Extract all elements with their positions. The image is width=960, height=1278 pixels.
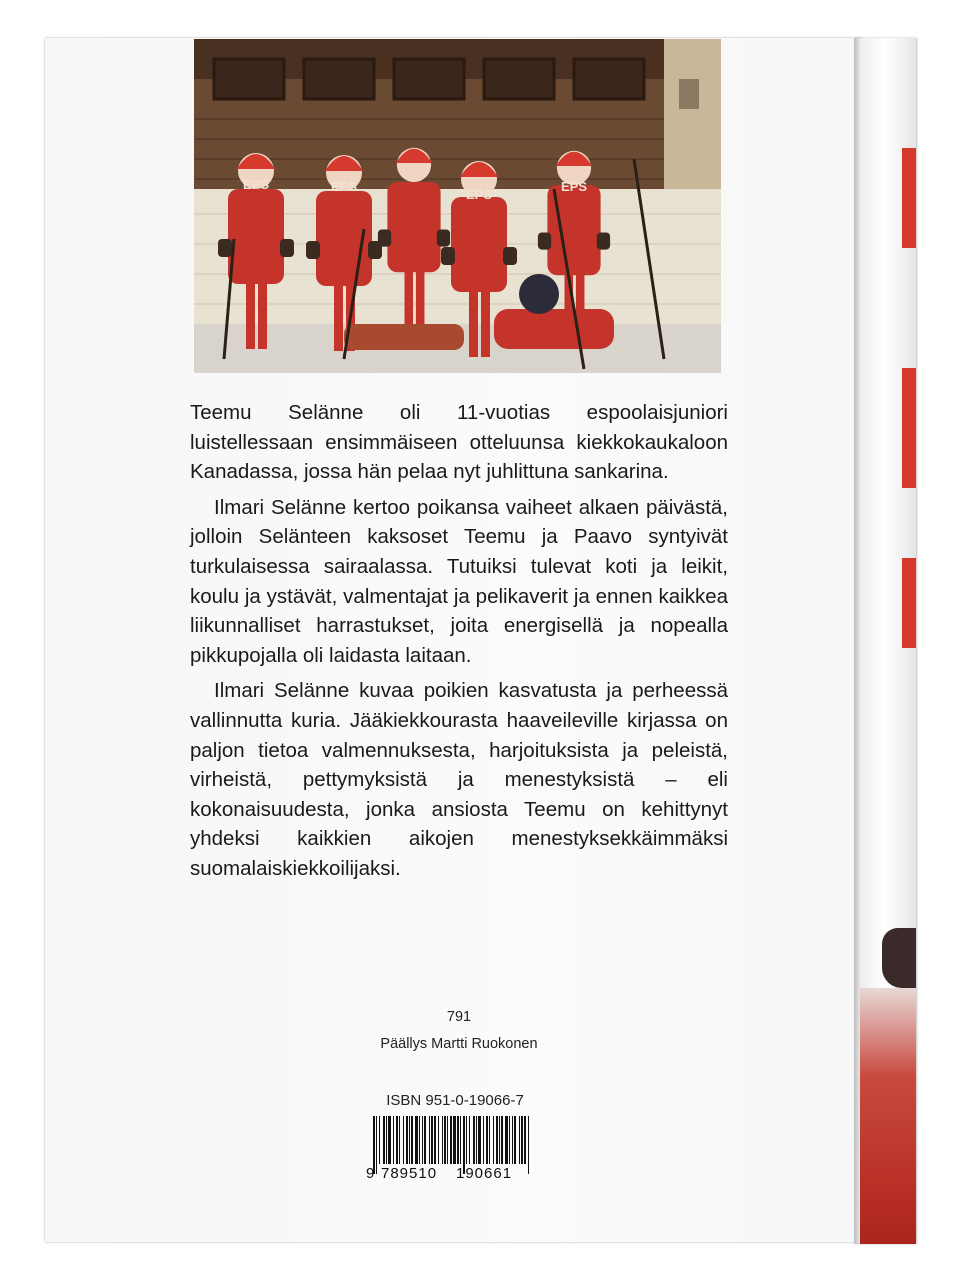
player-glove (437, 230, 450, 247)
player-jersey (387, 182, 440, 272)
barcode-bar (383, 1116, 385, 1164)
barcode-bar (514, 1116, 516, 1164)
barcode-bar (478, 1116, 481, 1164)
spine-red-band (902, 148, 916, 248)
barcode-bar (457, 1116, 459, 1164)
barcode-bar (438, 1116, 439, 1164)
barcode-bar (386, 1116, 387, 1164)
player-glove (280, 239, 294, 257)
book-spine (854, 38, 916, 1244)
barcode-bar (403, 1116, 404, 1164)
barcode-bar (509, 1116, 510, 1164)
player-leg (246, 279, 255, 349)
barcode-bar (476, 1116, 477, 1164)
barcode-right-group: 190661 (456, 1165, 513, 1182)
blurb-paragraph: Ilmari Selänne kertoo poikansa vaiheet alkaen päivästä, jolloin Selänteen kaksoset Teemu ja Paavo syntyivät turkulaisessa sairaalassa. Tutuiksi tulevat koti ja leikit, koulu ja ystävät, valmentajat ja pelikaverit ja ennen kaikkea liikunnalliset harrastukset, joita energisellä ja nopealla pikkupojalla oli laidasta laitaan. (190, 495, 728, 667)
barcode-bar (489, 1116, 490, 1164)
barcode-bar (524, 1116, 526, 1164)
player-glove (306, 241, 320, 259)
spine-red-band (902, 558, 916, 648)
barcode-bar (499, 1116, 500, 1164)
barcode-bar (453, 1116, 456, 1164)
blurb-text (190, 398, 728, 890)
barcode-bar (528, 1116, 529, 1174)
blurb-paragraph: Teemu Selänne oli 11-vuotias espoolaisjuniori luistellessaan ensimmäiseen otteluunsa kiekkokaukaloon Kanadassa, jossa hän pelaa nyt juhlittuna sankarina. (190, 401, 728, 484)
barcode-bar (409, 1116, 410, 1164)
barcode-bar (429, 1116, 430, 1164)
jersey-text: EPS (242, 177, 270, 192)
isbn-label: ISBN 951-0-19066-7 (386, 1092, 524, 1109)
barcode-bar (505, 1116, 508, 1164)
player-glove (597, 233, 610, 250)
barcode-bar (396, 1116, 398, 1164)
barcode-bar (493, 1116, 494, 1164)
barcode-left-group: 789510 (381, 1165, 438, 1182)
barcode-bar (393, 1116, 394, 1164)
player-glove (378, 230, 391, 247)
barcode-bar (444, 1116, 446, 1164)
barcode-bar (486, 1116, 488, 1164)
barcode-bar (501, 1116, 503, 1164)
cover-credit: Päällys Martti Ruokonen (380, 1036, 538, 1052)
jersey-text: EPS (560, 179, 588, 194)
barcode-bar (460, 1116, 461, 1164)
barcode-bar (411, 1116, 413, 1164)
barcode-bar (406, 1116, 408, 1164)
barcode-bar (512, 1116, 513, 1164)
jersey-text: EPS (330, 179, 358, 194)
barcode-bar (469, 1116, 470, 1164)
spine-red-band (902, 368, 916, 488)
spine-photo-fragment (860, 988, 916, 1244)
goalie-pads (344, 324, 464, 350)
player-jersey (228, 189, 284, 284)
barcode-bar (521, 1116, 523, 1164)
barcode-bar (473, 1116, 475, 1164)
barcode-bar (424, 1116, 426, 1164)
barcode-bar (379, 1116, 380, 1164)
player-glove (218, 239, 232, 257)
player-glove (441, 247, 455, 265)
barcode-first-digit: 9 (366, 1165, 376, 1182)
player-leg (481, 287, 490, 357)
goalie-body (494, 309, 614, 349)
barcode-bar (483, 1116, 484, 1164)
barcode-bar (442, 1116, 443, 1164)
player-glove (503, 247, 517, 265)
publisher-code: 791 (446, 1009, 472, 1025)
cover-photo-hockey-team (194, 39, 721, 373)
barcode-bar (422, 1116, 423, 1164)
barcode-bar (450, 1116, 452, 1164)
player-leg (258, 279, 267, 349)
barcode-bar (376, 1116, 377, 1174)
barcode-bar (496, 1116, 498, 1164)
player-glove (538, 233, 551, 250)
barcode-bar (399, 1116, 400, 1164)
barcode-bar (434, 1116, 436, 1164)
barcode-bar (466, 1116, 467, 1164)
barcode-bar (447, 1116, 448, 1164)
player-leg (334, 281, 343, 351)
barcode-bar (431, 1116, 433, 1164)
blurb-paragraph: Ilmari Selänne kuvaa poikien kasvatusta ja perheessä vallinnutta kuria. Jääkiekkourasta haaveileville kirjassa on paljon tietoa valmennuksesta, harjoituksista ja peleistä, virheistä, pettymyksistä ja menestyksistä – eli kokonaisuudesta, jonka ansiosta Teemu on kehittynyt yhdeksi kaikkien aikojen menestyksekkäimmäksi suomalaiskiekkoilijaksi. (190, 679, 728, 880)
barcode-bar (415, 1116, 418, 1164)
jersey-text: EPS (465, 187, 493, 202)
spine-photo-fragment (882, 928, 916, 988)
player-jersey (451, 197, 507, 292)
barcode-bar (419, 1116, 420, 1164)
barcode-bar (388, 1116, 391, 1164)
player-leg (469, 287, 478, 357)
goalie-mask (519, 274, 559, 314)
barcode-bar (519, 1116, 520, 1164)
